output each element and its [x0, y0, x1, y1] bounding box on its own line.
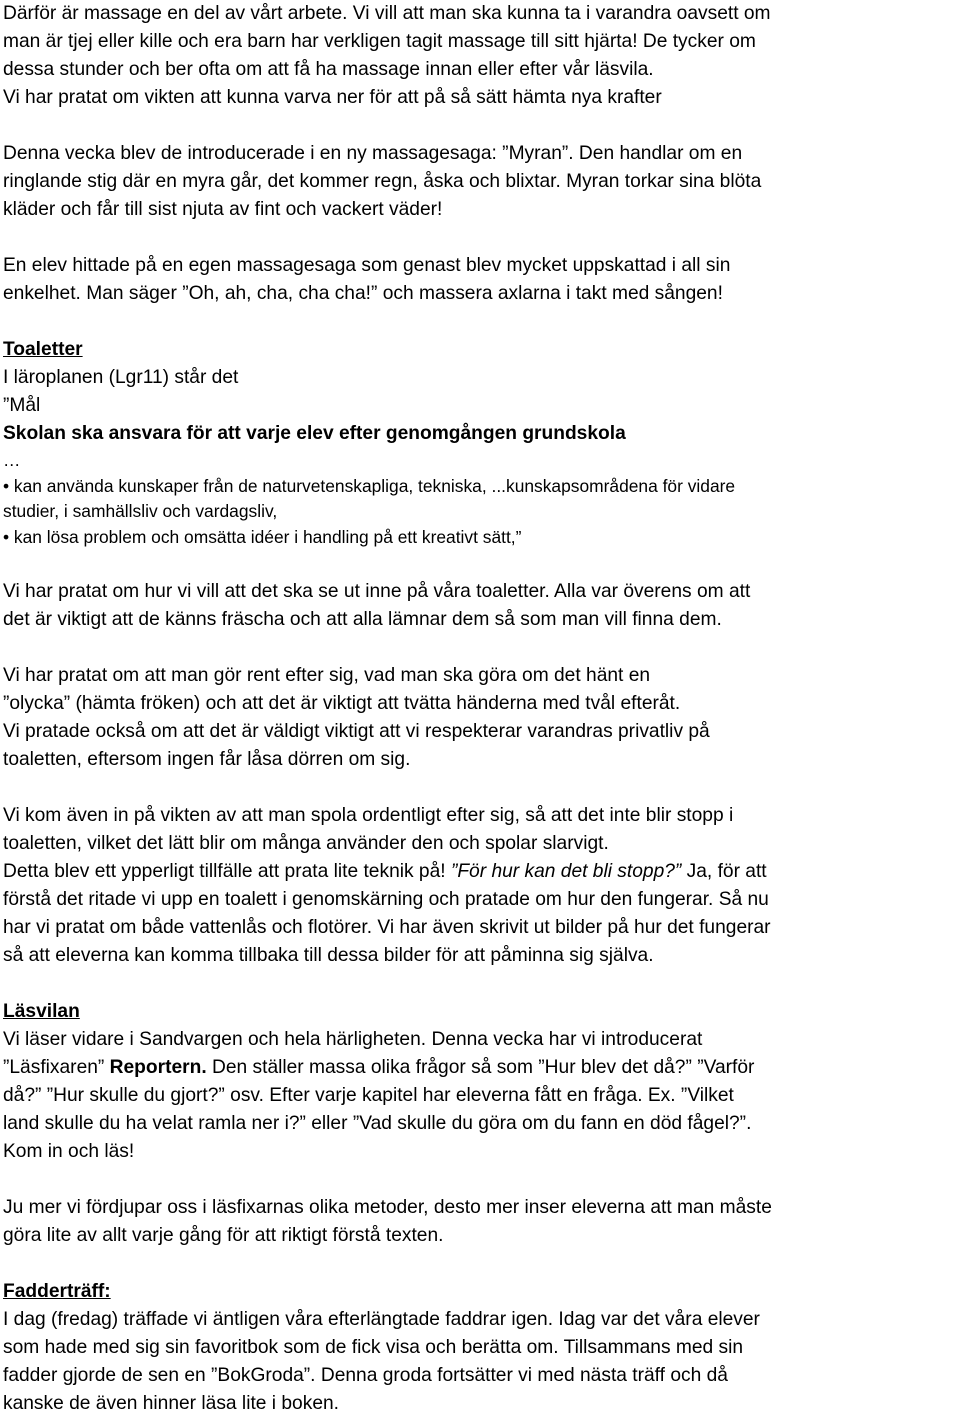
- bullet-item: • kan använda kunskaper från de naturvetenskapliga, tekniska, ...kunskapsområdena för vidare: [3, 475, 736, 496]
- text-line: land skulle du ha velat ramla ner i?” eller ”Vad skulle du göra om du fann en död fågel?”.: [3, 1113, 752, 1134]
- text-line: fadder gjorde de sen en ”BokGroda”. Denna groda fortsätter vi med nästa träff och då: [3, 1365, 728, 1386]
- paragraph-gap: [3, 1166, 958, 1194]
- text-line: ”olycka” (hämta fröken) och att det är viktigt att tvätta händerna med tvål efteråt.: [3, 693, 681, 714]
- bullet-item: • kan lösa problem och omsätta idéer i handling på ett kreativt sätt,”: [3, 526, 522, 547]
- text-line: Kom in och läs!: [3, 1141, 135, 1162]
- massage-paragraph-3: [3, 252, 958, 308]
- paragraph-gap: [3, 634, 958, 662]
- paragraph-gap: [3, 308, 958, 336]
- text-line: Vi läser vidare i Sandvargen och hela härligheten. Denna vecka har vi introducerat: [3, 1029, 703, 1050]
- bullet-item-continued: studier, i samhällsliv och vardagsliv,: [3, 501, 278, 521]
- paragraph-gap: [3, 1250, 958, 1278]
- text-line: Därför är massage en del av vårt arbete. Vi vill att man ska kunna ta i varandra oavsett om: [3, 3, 771, 24]
- text-line: Vi har pratat om vikten att kunna varva ner för att på så sätt hämta nya krafter: [3, 87, 662, 108]
- paragraph-gap: [3, 970, 958, 998]
- curriculum-intro: I läroplanen (Lgr11) står det: [3, 367, 239, 388]
- text-line: enkelhet. Man säger ”Oh, ah, cha, cha cha!” och massera axlarna i takt med sången!: [3, 283, 723, 304]
- goal-label: ”Mål: [3, 395, 41, 416]
- paragraph-gap: [3, 550, 958, 578]
- text-line: så att eleverna kan komma tillbaka till dessa bilder för att påminna sig själva.: [3, 945, 654, 966]
- goal-heading: Skolan ska ansvara för att varje elev efter genomgången grundskola: [3, 423, 626, 444]
- text-line: toaletten, eftersom ingen får låsa dörren om sig.: [3, 749, 411, 770]
- massage-paragraph-2: [3, 140, 958, 224]
- text-line: Ju mer vi fördjupar oss i läsfixarnas olika metoder, desto mer inser eleverna att man måste: [3, 1197, 772, 1218]
- italic-question: ”För hur kan det bli stopp?”: [450, 861, 682, 882]
- text-line: göra lite av allt varje gång för att riktigt förstå texten.: [3, 1225, 444, 1246]
- text-line: Denna vecka blev de introducerade i en ny massagesaga: ”Myran”. Den handlar om en: [3, 143, 743, 164]
- text-line: Vi har pratat om att man gör rent efter sig, vad man ska göra om det hänt en: [3, 665, 651, 686]
- text-line: har vi pratat om både vattenlås och flotörer. Vi har även skrivit ut bilder på hur det fungerar: [3, 917, 771, 938]
- text-line: Vi har pratat om hur vi vill att det ska se ut inne på våra toaletter. Alla var överens om att: [3, 581, 751, 602]
- text-line: Vi kom även in på vikten av att man spola ordentligt efter sig, så att det inte blir stopp i: [3, 805, 734, 826]
- text-line: toaletten, vilket det lätt blir om många använder den och spolar slarvigt.: [3, 833, 609, 854]
- text-line: [3, 1054, 958, 1082]
- document-page: [3, 0, 958, 1418]
- text-segment: Den ställer massa olika frågor så som ”Hur blev det då?” ”Varför: [206, 1057, 755, 1078]
- fadder-heading: Fadderträff:: [3, 1281, 111, 1302]
- bold-term: Reportern.: [109, 1057, 207, 1078]
- text-line: dessa stunder och ber ofta om att få ha massage innan eller efter vår läsvila.: [3, 59, 654, 80]
- text-line: då?” ”Hur skulle du gjort?” osv. Efter varje kapitel har eleverna fått en fråga. Ex. ”Vilket: [3, 1085, 734, 1106]
- text-line: förstå det ritade vi upp en toalett i genomskärning och pratade om hur den fungerar. Så nu: [3, 889, 769, 910]
- text-line: I dag (fredag) träffade vi äntligen våra efterlängtade faddrar igen. Idag var det våra elever: [3, 1309, 760, 1330]
- text-line: man är tjej eller kille och era barn har verkligen tagit massage till sitt hjärta! De tycker om: [3, 31, 756, 52]
- text-line: det är viktigt att de känns fräscha och att alla lämnar dem så som man vill finna dem.: [3, 609, 722, 630]
- text-line: [3, 858, 958, 886]
- fadder-paragraph: [3, 1306, 958, 1418]
- paragraph-gap: [3, 224, 958, 252]
- paragraph-gap: [3, 774, 958, 802]
- massage-paragraph-1: [3, 0, 958, 112]
- quote-ellipsis: …: [3, 450, 21, 470]
- toaletter-paragraph-1: [3, 578, 958, 634]
- lasvilan-paragraph-1: [3, 1026, 958, 1166]
- text-line: En elev hittade på en egen massagesaga som genast blev mycket uppskattad i all sin: [3, 255, 731, 276]
- toaletter-paragraph-2: [3, 662, 958, 774]
- paragraph-gap: [3, 112, 958, 140]
- lasvilan-paragraph-2: [3, 1194, 958, 1250]
- text-line: kläder och får till sist njuta av fint och vackert väder!: [3, 199, 443, 220]
- text-segment: Detta blev ett ypperligt tillfälle att prata lite teknik på!: [3, 861, 451, 882]
- text-line: som hade med sig sin favoritbok som de fick visa och berätta om. Tillsammans med sin: [3, 1337, 744, 1358]
- text-line: ringlande stig där en myra går, det kommer regn, åska och blixtar. Myran torkar sina blöta: [3, 171, 762, 192]
- curriculum-quote: [3, 448, 958, 550]
- text-line: kanske de även hinner läsa lite i boken.: [3, 1393, 339, 1414]
- text-line: Vi pratade också om att det är väldigt viktigt att vi respekterar varandras privatliv på: [3, 721, 710, 742]
- toaletter-paragraph-3: [3, 802, 958, 970]
- text-segment: ”Läsfixaren”: [3, 1057, 110, 1078]
- lasvilan-heading: Läsvilan: [3, 1001, 80, 1022]
- text-segment: Ja, för att: [681, 861, 767, 882]
- toaletter-heading: Toaletter: [3, 339, 83, 360]
